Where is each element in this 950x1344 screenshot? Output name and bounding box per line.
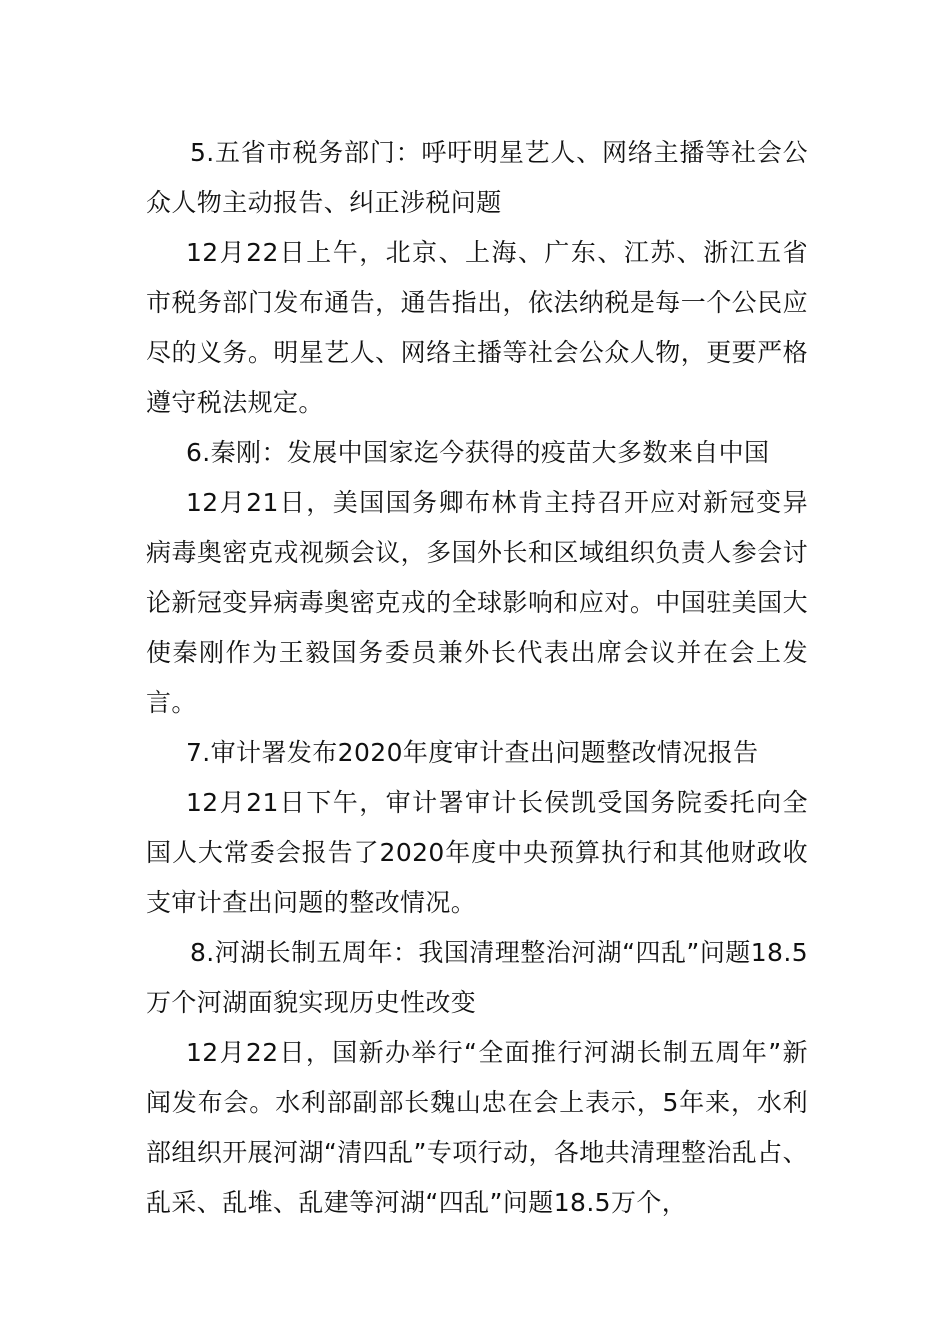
article-body bbox=[146, 128, 808, 1228]
news-heading-7: 7.审计署发布2020年度审计查出问题整改情况报告 bbox=[186, 738, 759, 767]
news-heading-6: 6.秦刚：发展中国家迄今获得的疫苗大多数来自中国 bbox=[186, 438, 770, 467]
news-heading-5: 5.五省市税务部门：呼吁明星艺人、网络主播等社会公众人物主动报告、纠正涉税问题 bbox=[146, 138, 808, 217]
news-body-5: 12月22日上午，北京、上海、广东、江苏、浙江五省市税务部门发布通告，通告指出，依法纳税是每一个公民应尽的义务。明星艺人、网络主播等社会公众人物，更要严格遵守税法规定。 bbox=[146, 238, 808, 417]
news-body-8: 12月22日，国新办举行“全面推行河湖长制五周年”新闻发布会。水利部副部长魏山忠在会上表示，5年来，水利部组织开展河湖“清四乱”专项行动，各地共清理整治乱占、乱采、乱堆、乱建等河湖“四乱”问题18.5万个， bbox=[146, 1038, 808, 1217]
news-body-6: 12月21日，美国国务卿布林肯主持召开应对新冠变异病毒奥密克戎视频会议，多国外长和区域组织负责人参会讨论新冠变异病毒奥密克戎的全球影响和应对。中国驻美国大使秦刚作为王毅国务委员兼外长代表出席会议并在会上发言。 bbox=[146, 488, 808, 717]
news-heading-8: 8.河湖长制五周年：我国清理整治河湖“四乱”问题18.5万个河湖面貌实现历史性改变 bbox=[146, 938, 808, 1017]
news-body-7: 12月21日下午，审计署审计长侯凯受国务院委托向全国人大常委会报告了2020年度中央预算执行和其他财政收支审计查出问题的整改情况。 bbox=[146, 788, 808, 917]
